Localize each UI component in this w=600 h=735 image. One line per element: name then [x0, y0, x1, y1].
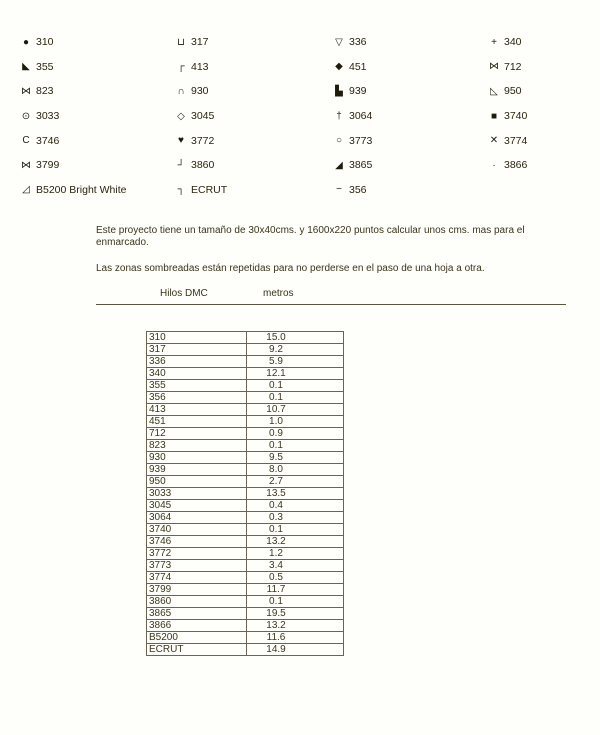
legend-code: 451: [349, 60, 367, 73]
legend-code: ECRUT: [191, 183, 228, 196]
thread-meters-cell: 13.5: [247, 488, 344, 500]
legend-item: [20, 55, 175, 80]
legend-item: [175, 79, 333, 104]
legend-code: 317: [191, 36, 209, 49]
table-row: [147, 524, 344, 536]
filled-square-icon: ■: [490, 110, 498, 122]
table-row: [147, 536, 344, 548]
heart-icon: ♥: [178, 135, 184, 147]
thread-meters-cell: 0.1: [247, 380, 344, 392]
thread-code-cell: 3860: [147, 596, 247, 608]
header-metros: metros: [263, 288, 294, 299]
legend-item: [488, 30, 590, 55]
table-row: [147, 644, 344, 656]
legend-item: [333, 104, 488, 129]
legend-code: 950: [504, 85, 522, 98]
dagger-icon: †: [336, 110, 342, 122]
legend-code: 823: [36, 85, 54, 98]
project-size-note: Este proyecto tiene un tamaño de 30x40cms. y 1600x220 puntos calcular unos cms. mas para el enmarcado.: [96, 225, 525, 248]
corner-bracket-icon: ┌: [177, 61, 185, 73]
thread-meters-cell: 0.9: [247, 428, 344, 440]
bowtie-icon: ⋈: [489, 61, 499, 73]
legend-item: [488, 128, 590, 153]
legend-item: [175, 178, 333, 203]
thread-code-cell: 3033: [147, 488, 247, 500]
table-row: [147, 572, 344, 584]
bowtie-icon: ⋈: [21, 85, 31, 97]
thread-code-cell: 3045: [147, 500, 247, 512]
thread-meters-cell: 10.7: [247, 404, 344, 416]
thread-code-cell: 950: [147, 476, 247, 488]
legend-code: 3740: [504, 110, 528, 123]
thread-code-cell: 413: [147, 404, 247, 416]
thread-code-cell: 356: [147, 392, 247, 404]
legend-code: 3866: [504, 159, 528, 172]
thread-code-cell: 939: [147, 464, 247, 476]
thread-meters-cell: 0.1: [247, 524, 344, 536]
thread-meters-cell: 9.5: [247, 452, 344, 464]
table-row: [147, 500, 344, 512]
thread-quantity-table: [146, 331, 344, 656]
thread-code-cell: 3772: [147, 548, 247, 560]
legend-code: B5200 Bright White: [36, 183, 127, 196]
plus-icon: +: [491, 36, 497, 48]
table-row: [147, 548, 344, 560]
table-row: [147, 332, 344, 344]
legend-code: 3860: [191, 159, 215, 172]
thread-code-cell: 3865: [147, 608, 247, 620]
table-row: [147, 608, 344, 620]
legend-item: [20, 178, 175, 203]
thread-meters-cell: 19.5: [247, 608, 344, 620]
thread-code-cell: B5200: [147, 632, 247, 644]
small-dot-icon: ·: [492, 159, 496, 171]
legend-code: 939: [349, 85, 367, 98]
table-row: [147, 452, 344, 464]
ramp-triangle-icon: ◢: [335, 159, 343, 171]
dash-icon: −: [336, 184, 342, 196]
thread-meters-cell: 13.2: [247, 620, 344, 632]
legend-item: [333, 178, 488, 203]
down-triangle-outline-icon: ▽: [335, 36, 343, 48]
thread-code-cell: 3740: [147, 524, 247, 536]
shading-note: Las zonas sombreadas están repetidas para no perderse en el paso de una hoja a otra.: [96, 263, 485, 274]
thread-meters-cell: 1.2: [247, 548, 344, 560]
legend-item: [333, 30, 488, 55]
thread-code-cell: 823: [147, 440, 247, 452]
thread-meters-cell: 9.2: [247, 344, 344, 356]
thread-code-cell: 355: [147, 380, 247, 392]
thread-meters-cell: 1.0: [247, 416, 344, 428]
table-row: [147, 632, 344, 644]
table-row: [147, 380, 344, 392]
thread-meters-cell: 11.6: [247, 632, 344, 644]
thread-meters-cell: 0.4: [247, 500, 344, 512]
legend-item: [488, 79, 590, 104]
thread-meters-cell: 15.0: [247, 332, 344, 344]
legend-code: 310: [36, 36, 54, 49]
thread-code-cell: 310: [147, 332, 247, 344]
thread-table-header: [96, 286, 566, 305]
table-row: [147, 488, 344, 500]
legend-code: 3773: [349, 134, 373, 147]
open-circle-icon: ○: [335, 135, 343, 147]
outline-diamond-icon: ◇: [177, 110, 185, 122]
legend-item: [488, 55, 590, 80]
outline-corner-triangle-icon: ◺: [490, 85, 498, 97]
open-c-icon: C: [22, 135, 30, 147]
legend-item: [20, 104, 175, 129]
legend-item: [20, 153, 175, 178]
table-row: [147, 560, 344, 572]
legend-code: 3746: [36, 134, 60, 147]
legend-code: 3064: [349, 110, 373, 123]
thread-meters-cell: 0.1: [247, 392, 344, 404]
cross-x-icon: ✕: [489, 135, 499, 147]
table-row: [147, 596, 344, 608]
thread-code-cell: 3774: [147, 572, 247, 584]
legend-item: [175, 153, 333, 178]
legend-item: [333, 153, 488, 178]
legend-code: 930: [191, 85, 209, 98]
legend-item: [20, 79, 175, 104]
thread-meters-cell: 0.1: [247, 596, 344, 608]
legend-item: [175, 30, 333, 55]
legend-code: 3045: [191, 110, 215, 123]
table-row: [147, 392, 344, 404]
thread-code-cell: 451: [147, 416, 247, 428]
corner-triangle-icon: ◣: [22, 61, 30, 73]
legend-code: 3033: [36, 110, 60, 123]
thread-meters-cell: 8.0: [247, 464, 344, 476]
open-bracket-up-icon: ⊔: [177, 36, 185, 48]
legend-code: 340: [504, 36, 522, 49]
filled-diamond-icon: ◆: [335, 61, 343, 73]
thread-meters-cell: 3.4: [247, 560, 344, 572]
l-block-icon: ▙: [335, 85, 343, 97]
legend-code: 712: [504, 60, 522, 73]
legend-item: [333, 128, 488, 153]
table-row: [147, 476, 344, 488]
thread-code-cell: ECRUT: [147, 644, 247, 656]
table-row: [147, 428, 344, 440]
legend-item: [175, 104, 333, 129]
table-row: [147, 620, 344, 632]
ramp-triangle-outline-icon: ◿: [22, 184, 30, 196]
arch-icon: ∩: [177, 85, 185, 97]
table-row: [147, 464, 344, 476]
legend-item: [488, 104, 590, 129]
thread-meters-cell: 0.1: [247, 440, 344, 452]
legend-code: 355: [36, 60, 54, 73]
corner-hook-icon: ┘: [177, 159, 185, 171]
table-row: [147, 404, 344, 416]
table-row: [147, 416, 344, 428]
legend-item: [333, 79, 488, 104]
legend-item: [20, 128, 175, 153]
legend-code: 413: [191, 60, 209, 73]
thread-meters-cell: 0.3: [247, 512, 344, 524]
table-row: [147, 368, 344, 380]
thread-code-cell: 3746: [147, 536, 247, 548]
table-row: [147, 584, 344, 596]
thread-code-cell: 340: [147, 368, 247, 380]
thread-meters-cell: 5.9: [247, 356, 344, 368]
legend-code: 3774: [504, 134, 528, 147]
table-row: [147, 344, 344, 356]
thread-meters-cell: 12.1: [247, 368, 344, 380]
legend-item: [20, 30, 175, 55]
thread-meters-cell: 14.9: [247, 644, 344, 656]
thread-code-cell: 3866: [147, 620, 247, 632]
thread-meters-cell: 11.7: [247, 584, 344, 596]
thread-code-cell: 930: [147, 452, 247, 464]
thread-meters-cell: 0.5: [247, 572, 344, 584]
table-row: [147, 440, 344, 452]
thread-meters-cell: 2.7: [247, 476, 344, 488]
legend-code: 356: [349, 183, 367, 196]
filled-circle-icon: ●: [22, 36, 30, 48]
legend-item: [333, 55, 488, 80]
thread-code-cell: 336: [147, 356, 247, 368]
header-hilos-dmc: Hilos DMC: [160, 288, 208, 299]
legend-code: 336: [349, 36, 367, 49]
table-row: [147, 356, 344, 368]
thread-code-cell: 3064: [147, 512, 247, 524]
thread-code-cell: 317: [147, 344, 247, 356]
target-circle-icon: ⊙: [21, 110, 31, 122]
corner-bracket-right-icon: ┐: [177, 184, 185, 196]
project-notes: [96, 225, 566, 289]
thread-code-cell: 3799: [147, 584, 247, 596]
legend-item: [175, 128, 333, 153]
legend-code: 3865: [349, 159, 373, 172]
thread-code-cell: 3773: [147, 560, 247, 572]
thread-meters-cell: 13.2: [247, 536, 344, 548]
legend-code: 3772: [191, 134, 215, 147]
legend-code: 3799: [36, 159, 60, 172]
thread-code-cell: 712: [147, 428, 247, 440]
legend-item: [175, 55, 333, 80]
symbol-legend: [20, 30, 590, 202]
bowtie-icon: ⋈: [21, 159, 31, 171]
legend-item: [488, 153, 590, 178]
table-row: [147, 512, 344, 524]
